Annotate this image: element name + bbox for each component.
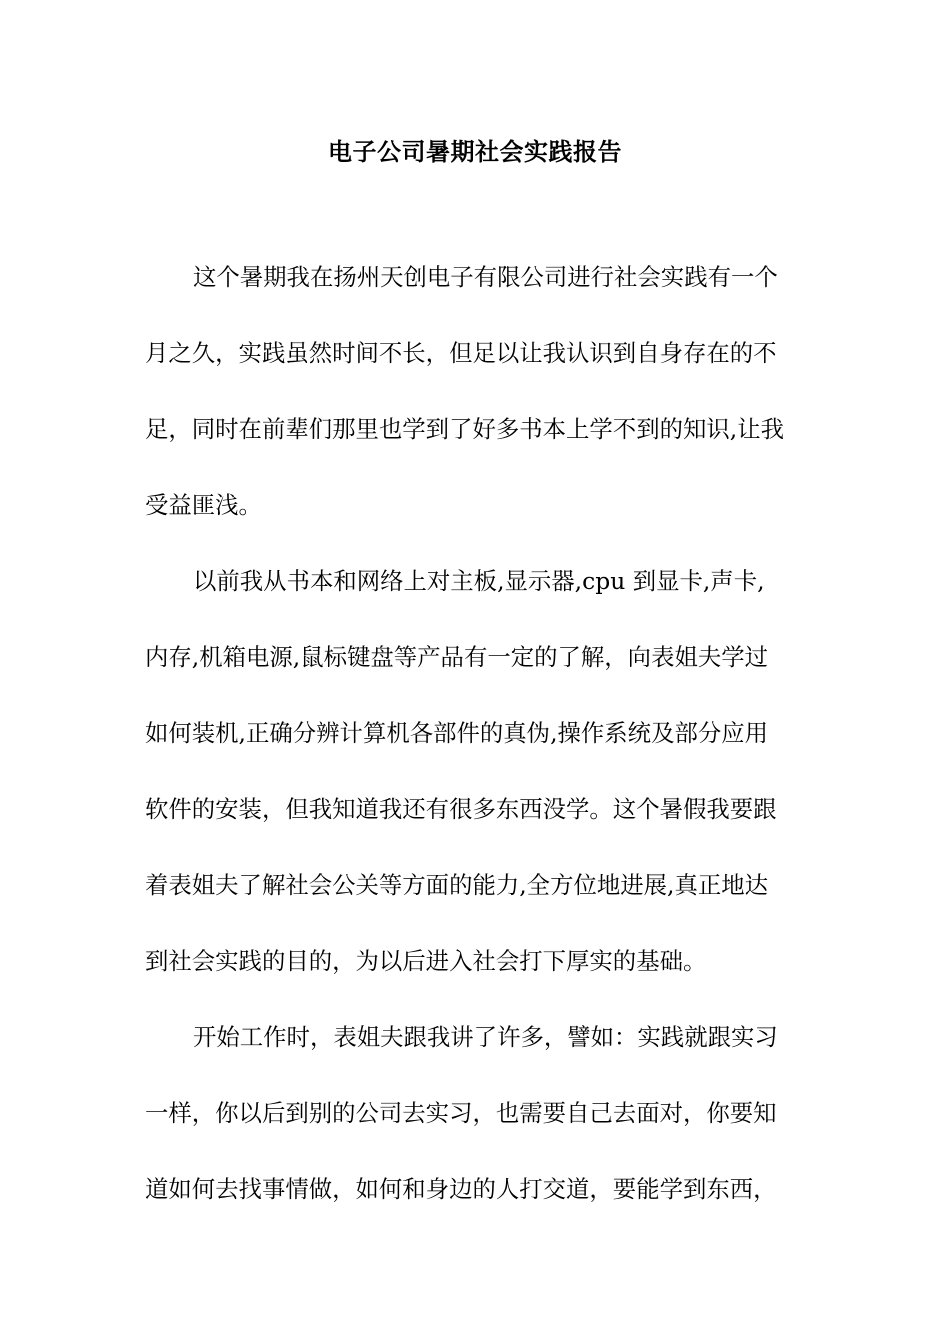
text-line: 到社会实践的目的，为以后进入社会打下厚实的基础。 <box>145 947 707 975</box>
document-body <box>145 257 811 1245</box>
text-line: 受益匪浅。 <box>145 491 262 519</box>
text-line: 内存,机箱电源,鼠标键盘等产品有一定的了解，向表姐夫学过 <box>145 643 769 671</box>
text-line: 以前我从书本和网络上对主板,显示器,cpu 到显卡,声卡, <box>193 567 765 595</box>
text-line: 一样，你以后到别的公司去实习，也需要自己去面对，你要知 <box>145 1099 777 1127</box>
text-line: 月之久，实践虽然时间不长，但足以让我认识到自身存在的不 <box>145 339 777 367</box>
text-line: 如何装机,正确分辨计算机各部件的真伪,操作系统及部分应用 <box>145 719 769 747</box>
text-line: 道如何去找事情做，如何和身边的人打交道，要能学到东西， <box>145 1175 777 1203</box>
text-line: 足，同时在前辈们那里也学到了好多书本上学不到的知识,让我 <box>145 415 784 443</box>
text-line: 开始工作时，表姐夫跟我讲了许多，譬如：实践就跟实习 <box>193 1023 778 1051</box>
document-title: 电子公司暑期社会实践报告 <box>328 137 622 166</box>
text-line: 这个暑期我在扬州天创电子有限公司进行社会实践有一个 <box>193 263 778 291</box>
text-line: 软件的安装，但我知道我还有很多东西没学。这个暑假我要跟 <box>145 795 777 823</box>
text-line: 着表姐夫了解社会公关等方面的能力,全方位地进展,真正地达 <box>145 871 769 899</box>
